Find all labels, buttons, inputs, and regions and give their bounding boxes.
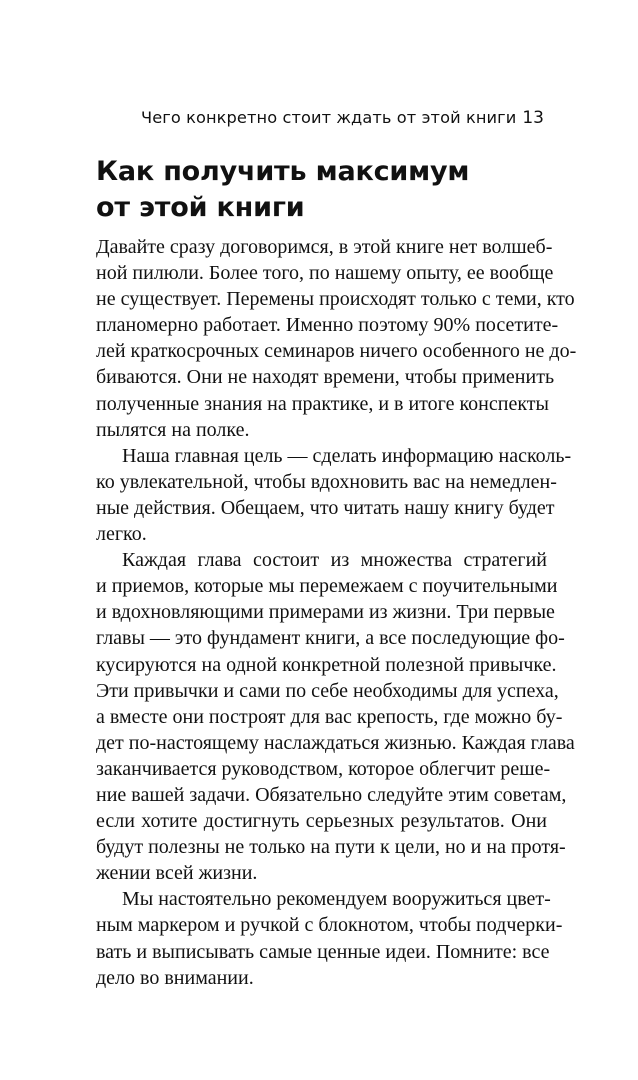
text-line: ной пилюли. Более того, по нашему опыту, ее вообще <box>96 262 554 285</box>
text-line: а вместе они построят для вас крепость, где можно бу- <box>96 705 563 728</box>
text-line: вать и выписывать самые ценные идеи. Помните: все <box>96 940 550 963</box>
text-line: ным маркером и ручкой с блокнотом, чтобы подчерки- <box>96 914 563 937</box>
text-line: Эти привычки и сами по себе необходимы для успеха, <box>96 679 559 702</box>
text-line: ные действия. Обещаем, что читать нашу книгу будет <box>96 496 555 519</box>
text-line: лей краткосрочных семинаров ничего особенного не до- <box>96 340 577 363</box>
text-line: Мы настоятельно рекомендуем вооружиться цвет- <box>122 888 551 911</box>
section-heading-line: от этой книги <box>96 192 305 223</box>
text-line: будут полезны не только на пути к цели, но и на протя- <box>96 836 566 859</box>
text-line: кусируются на одной конкретной полезной привычке. <box>96 653 557 676</box>
running-title: Чего конкретно стоит ждать от этой книги <box>141 108 517 127</box>
text-line: планомерно работает. Именно поэтому 90% посетите- <box>96 314 559 337</box>
text-line: Давайте сразу договоримся, в этой книге нет волшеб- <box>96 236 553 258</box>
text-line: ние вашей задачи. Обязательно следуйте этим советам, <box>96 783 567 806</box>
text-line: легко. <box>96 523 147 546</box>
paragraph-2 <box>96 443 572 547</box>
text-line: дет по-настоящему наслаждаться жизнью. Каждая глава <box>96 731 575 754</box>
paragraph-1 <box>96 234 577 443</box>
text-line: жении всей жизни. <box>96 862 258 885</box>
text-line: и приемов, которые мы перемежаем с поучительными <box>96 575 558 598</box>
text-line: заканчивается руководством, которое облегчит реше- <box>96 757 551 780</box>
text-line: и вдохновляющими примерами из жизни. Три первые <box>96 601 555 624</box>
section-heading-line: Как получить максимум <box>96 156 470 187</box>
running-head <box>96 106 546 130</box>
section-heading <box>96 154 536 226</box>
paragraph-4 <box>96 886 563 990</box>
paragraph-3 <box>96 547 575 886</box>
text-line: главы — это фундамент книги, а все последующие фо- <box>96 627 565 650</box>
text-line: полученные знания на практике, и в итоге конспекты <box>96 392 549 415</box>
text-line: не существует. Перемены происходят только с теми, кто <box>96 288 575 311</box>
text-line: дело во внимании. <box>96 966 254 989</box>
text-line: ко увлекательной, чтобы вдохновить вас на немедлен- <box>96 470 557 493</box>
page-number: 13 <box>522 108 544 128</box>
body-text <box>96 234 577 991</box>
text-line: биваются. Они не находят времени, чтобы применить <box>96 366 555 389</box>
text-line: если хотите достигнуть серьезных результатов. Они <box>96 810 547 833</box>
text-line: пылятся на полке. <box>96 418 250 441</box>
text-line: Каждая глава состоит из множества стратегий <box>122 549 547 572</box>
text-line: Наша главная цель — сделать информацию насколь- <box>122 444 572 467</box>
